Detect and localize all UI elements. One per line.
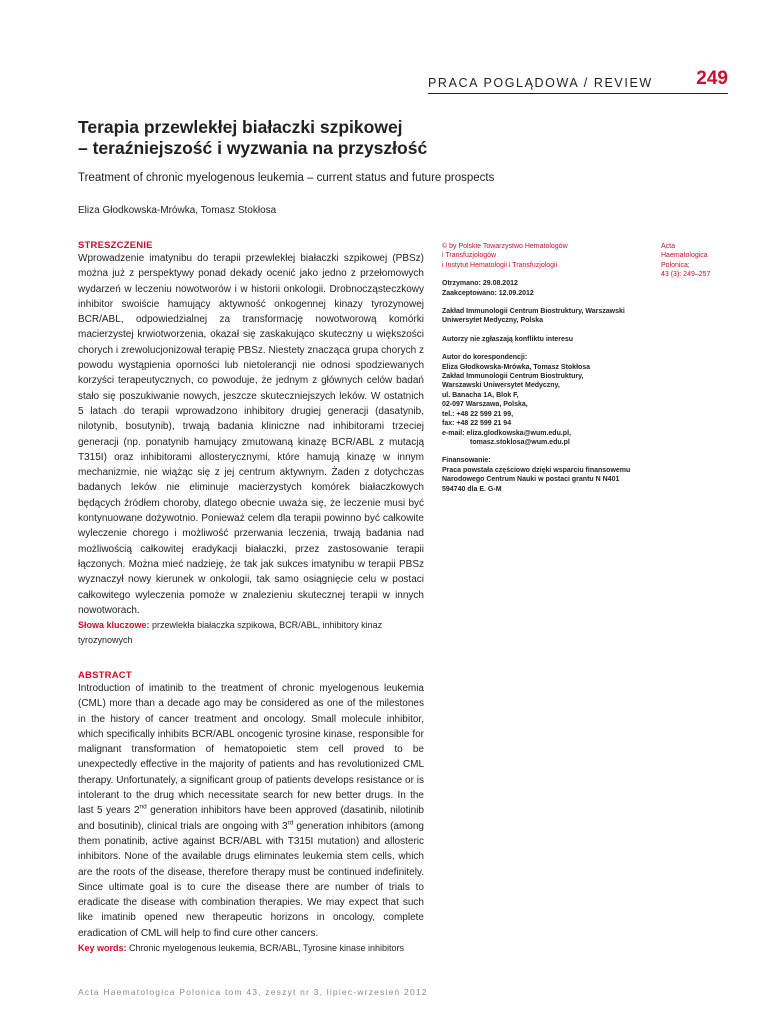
journal-reference: Acta Haematologica Polonica; 43 (3): 249–257 [661, 243, 711, 279]
running-header [428, 70, 728, 92]
institution: Zakład Immunologii Centrum Biostruktury, Warszawski Uniwersytet Medyczny, Polska [442, 308, 625, 325]
section-label: PRACA POGLĄDOWA / REVIEW [428, 76, 653, 90]
streszczenie-section [78, 240, 424, 648]
journal-footer: Acta Haematologica Polonica tom 43, zeszyt nr 3, lipiec-wrzesień 2012 [78, 987, 428, 997]
copyright-notice: © by Polskie Towarzystwo Hematologów i Transfuzjologów i Instytut Hematologii i Transfuzjologii [442, 243, 568, 269]
abstract-text: Introduction of imatinib to the treatment of chronic myelogenous leukemia (CML) more than a decade ago may be considered as one of the milestones in the history of cancer treatment and oncology. Small molecule inhibitor, which specifically inhibits BCR/ABL oncogenic tyrosine kinase, responsible for malignant transformation of hematopoietic stem cell proved to be unexpectedly effective in the majority of patients and has revolutionized CML therapy. Unfortunately, a significant group of patients develops resistance or is intolerant to the drug which necessitate search for new better drugs. In the last 5 years 2nd generation inhibitors have been approved (dasatinib, nilotinib and bosutinib), clinical trials are ongoing with 3rd generation inhibitors (among them ponatinib, active against BCR/ABL with T315I mutation) and allosteric inhibitors. None of the available drugs eliminates leukemia stem cells, which are the roots of the disease, therefore therapy must be continued indefinitely. Since ultimate goal is to cure the disease there are number of trials to eradicate the disease with combination therapies. We may expect that such like imatinib opened new therapeutic horizons in oncology, complete eradication of CML will help to find cure other cancers. [78, 683, 424, 939]
abstract-section [78, 670, 424, 956]
keywords-label: Słowa kluczowe: [78, 620, 150, 631]
conflict-statement: Autorzy nie zgłaszają konfliktu interesu [442, 335, 574, 343]
authors: Eliza Głodkowska-Mrówka, Tomasz Stokłosa [78, 205, 277, 216]
article-info-sidebar [442, 242, 647, 503]
page-number: 249 [696, 68, 728, 89]
header-rule [428, 93, 728, 94]
title-line-2: – teraźniejszość i wyzwania na przyszłość [78, 138, 428, 158]
funding: Finansowanie: Praca powstała częściowo dzięki wsparciu finansowemu Narodowego Centrum Nauki w postaci grantu N N401 594740 dla E. G-M [442, 457, 631, 493]
streszczenie-text: Wprowadzenie imatynibu do terapii przewlekłej białaczki szpikowej (PBSz) można już z perspektywy ponad dekady ocenić jako jedno z przełomowych wydarzeń w leczeniu nowotworów i w historii onkologii. Drobnocząsteczkowy inhibitor swoiście hamujący aktywność onkogennej kinazy tyrozynowej BCR/ABL, odpowiedzialnej za transformację nowotworową komórki macierzystej krwiotworzenia, okazał się zaskakująco skuteczny u większości chorych i zrewolucjonizował terapię PBSz. Niestety znacząca grupa chorych z powodu wystąpienia oporności lub nietolerancji nie odnosi spodziewanych korzyści terapeutycznych, co powoduje, że jednym z głównych celów badań stało się poszukiwanie nowych, jeszcze skuteczniejszych leków. W ostatnich 5 latach do terapii wprowadzono inhibitory drugiej generacji (dasatynib, nilotynib, bosutynib), trwają badania kliniczne nad inhibitorami trzeciej generacji (np. ponatynib hamujący zmutowaną kinazę BCR/ABL z mutacją T315I) oraz inhibitorami allosterycznymi, które hamują kinazę w innym mechanizmie, nie wiążąc się z jej centrum aktywnym. Żaden z dotychczas badanych leków nie eliminuje macierzystych komórek białaczkowych będących źródłem choroby, dlatego obecnie uważa się, że leczenie musi być kontynuowane dożywotnio. Ponieważ celem dla terapii powinno być całkowite wyleczenie chorego i możliwość przerwania leczenia, trwają badania nad możliwością całkowitej eradykacji białaczki, przez zastosowanie terapii łączonych. Można mieć nadzieję, że tak jak sukces imatynibu w terapii PBSz wyznaczył nowy kierunek w onkologii, tak samo osiągnięcie celu w postaci całkowitego wyleczenia pomoże w znalezieniu skutecznej terapii w innych nowotworach. [78, 253, 424, 616]
article-title [78, 117, 538, 159]
english-title: Treatment of chronic myelogenous leukemia – current status and future prospects [78, 172, 495, 184]
dates: Otrzymano: 29.08.2012 Zaakceptowano: 12.09.2012 [442, 280, 534, 297]
keywords-text: przewlekła białaczka szpikowa, BCR/ABL, inhibitory kinaz tyrozynowych [78, 620, 383, 646]
keywords-label: Key words: [78, 943, 127, 954]
abstract-keywords [78, 941, 424, 956]
keywords-text: Chronic myelogenous leukemia, BCR/ABL, Tyrosine kinase inhibitors [129, 943, 404, 954]
streszczenie-keywords [78, 618, 424, 648]
title-line-1: Terapia przewlekłej białaczki szpikowej [78, 117, 403, 137]
correspondence: Autor do korespondencji: Eliza Głodkowska-Mrówka, Tomasz Stokłosa Zakład Immunologii Centrum Biostruktury, Warszawski Uniwersytet Medyczny, ul. Banacha 1A, Blok F, 02-097 Warszawa, Polska, tel.: +48 22 599 21 99, fax: +48 22 599 21 94 e-mail: eliza.glodkowska@wum.edu.pl, tomasz.stoklosa@wum.edu.pl [442, 354, 591, 446]
abstract-heading: ABSTRACT [78, 670, 132, 681]
streszczenie-heading: STRESZCZENIE [78, 240, 153, 251]
